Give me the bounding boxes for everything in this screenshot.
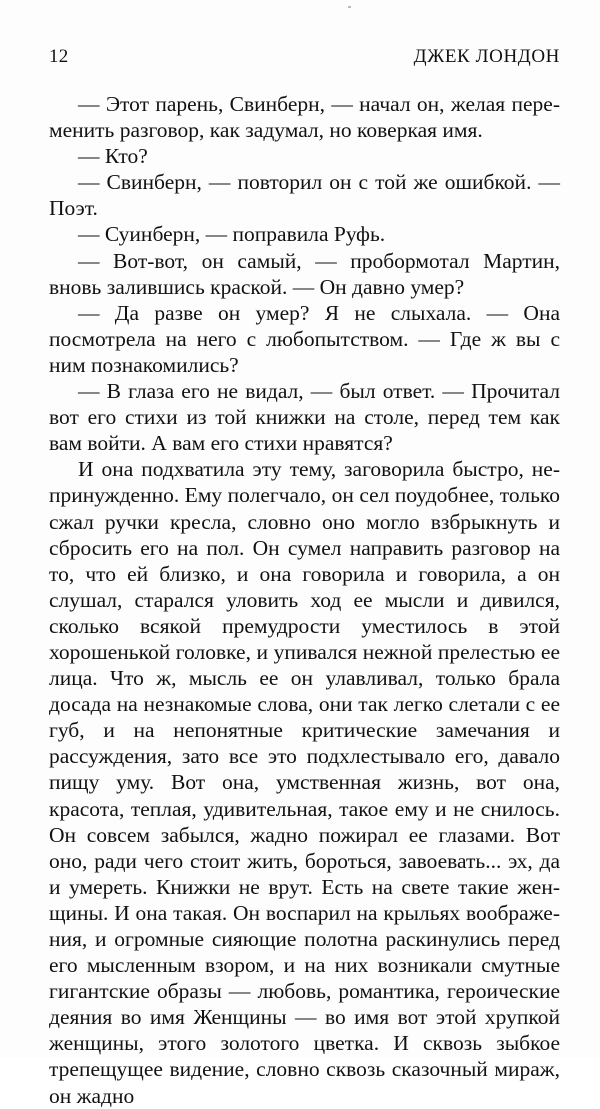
body-text: [49, 91, 560, 1109]
paragraph: — Вот-вот, он самый, — пробормотал Мартин, вновь залившись краской. — Он давно умер?: [49, 248, 560, 299]
paragraph: — Этот парень, Свинберн, — начал он, желая переменить разговор, как задумал, но коверкая имя.: [49, 92, 560, 143]
scan-mark: [348, 6, 351, 8]
running-header: [49, 46, 560, 72]
paragraph: — Да разве он умер? Я не слыхала. — Она посмотрела на него с любопытством. — Где ж вы с ним познакомились?: [49, 300, 560, 377]
page-number: 12: [49, 46, 69, 67]
paragraph: — В глаза его не видал, — был ответ. — Прочитал вот его стихи из той книжки на столе, перед тем как вам войти. А вам его стихи нравятся?: [49, 379, 560, 456]
paragraph: — Свинберн, — повторил он с той же ошибкой. — Поэт.: [49, 170, 560, 221]
paragraph: — Суинберн, — поправила Руфь.: [78, 222, 386, 247]
paragraph: И она подхватила эту тему, заговорила быстро, непринужденно. Ему полегчало, он сел поудобнее, только сжал ручки кресла, словно оно могло взбрыкнуть и сбросить его на пол. Он сумел направить разговор на то, что ей близко, и она говорила и говорила, а он слушал, старался уловить ход ее мысли и дивился, сколько всякой премудрости уместилось в этой хорошенькой головке, и упивался нежной прелестью ее лица. Что ж, мысль ее он улавливал, только брала досада на незнакомые слова, они так легко слетали с ее губ, и на непонятные критические замечания и рассуждения, зато все это подхлестывало его, давало пищу уму. Вот она, умственная жизнь, вот она, красота, теплая, удивительная, такое ему и не снилось. Он совсем забылся, жадно пожирал ее глазами. Вот оно, ради чего стоит жить, бороться, завоевать... эх, да и умереть. Книжки не врут. Есть на свете такие женщины. И она такая. Он воспарил на крыльях воображения, и огромные сияющие полотна раскинулись перед его мысленным взором, и на них возникали смутные гигантские образы — любовь, романтика, героические деяния во имя Женщины — во имя вот этой хрупкой женщины, этого золотого цветка. И сквозь зыбкое трепещущее видение, словно сквозь сказочный мираж, он жадно: [49, 457, 560, 1108]
running-title: ДЖЕК ЛОНДОН: [413, 46, 560, 67]
paragraph: — Кто?: [78, 144, 148, 169]
